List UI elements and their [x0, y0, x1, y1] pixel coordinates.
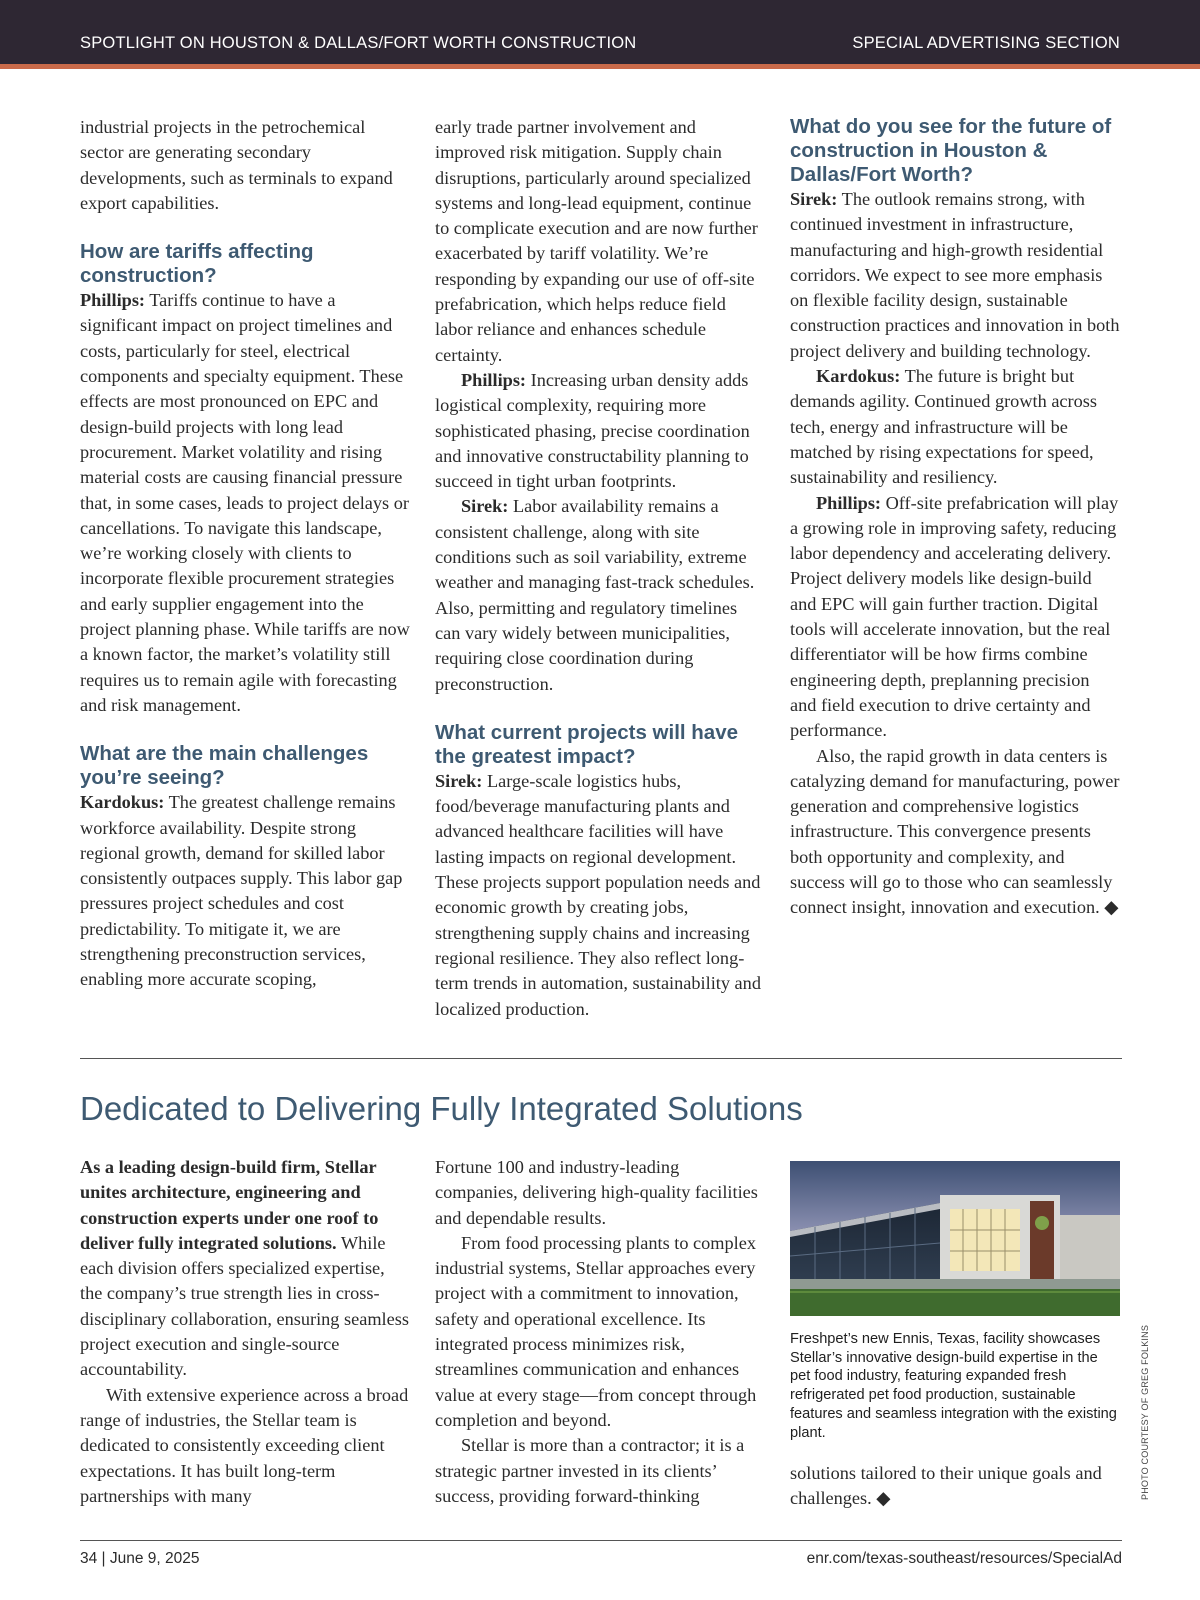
ad-column-3	[790, 1461, 1120, 1512]
paragraph: With extensive experience across a broad range of industries, the Stellar team is dedicated to consistently exceeding client expectations. It has built long-term partnerships with many	[80, 1384, 409, 1506]
interview-column-1	[80, 115, 410, 993]
ad-column-1	[80, 1155, 410, 1509]
speaker-name: Sirek:	[790, 189, 838, 209]
question-heading: What do you see for the future of construction in Houston & Dallas/Fort Worth?	[790, 115, 1112, 186]
answer-text: The future is bright but demands agility. Continued growth across tech, energy and infrastructure will be matched by rising expectations for speed, sustainability and resiliency.	[790, 366, 1098, 488]
speaker-name: Phillips:	[461, 369, 527, 390]
paragraph: Stellar is more than a contractor; it is a strategic partner invested in its clients’ success, providing forward-thinking	[435, 1435, 745, 1506]
section-title: SPOTLIGHT ON HOUSTON & DALLAS/FORT WORTH CONSTRUCTION	[80, 34, 637, 52]
answer-paragraph	[435, 368, 765, 494]
speaker-name: Phillips:	[816, 492, 882, 513]
footer-url: enr.com/texas-southeast/resources/SpecialAd	[806, 1550, 1122, 1567]
answer-text: Increasing urban density adds logistical complexity, requiring more sophisticated phasing, precise coordination and innovative constructability planning to succeed in tight urban footprints.	[435, 369, 750, 492]
answer-text: The greatest challenge remains workforce availability. Despite strong regional growth, demand for skilled labor consistently outpaces supply. This labor gap pressures project schedules and cost predictability. To mitigate it, we are strengthening preconstruction services, enabling more accurate scoping,	[80, 792, 403, 990]
section-divider	[80, 1058, 1122, 1059]
answer-text: Large-scale logistics hubs, food/beverage manufacturing plants and advanced healthcare facilities will have lasting impacts on regional development. These projects support population needs and economic growth by creating jobs, strengthening supply chains and increasing regional resilience. They also reflect long-term trends in automation, sustainability and localized production.	[435, 770, 761, 1019]
speaker-name: Phillips:	[80, 290, 146, 311]
lead-paragraph	[80, 1155, 410, 1383]
facility-photo	[790, 1161, 1120, 1316]
answer-paragraph	[790, 364, 1120, 490]
answer-paragraph	[790, 491, 1120, 744]
question-heading: How are tariffs affecting construction?	[80, 240, 314, 288]
photo-credit: PHOTO COURTESY OF GREG FOLKINS	[1140, 1324, 1150, 1500]
section-label: SPECIAL ADVERTISING SECTION	[852, 34, 1120, 52]
answer-paragraph	[435, 494, 765, 696]
answer-paragraph	[80, 288, 410, 718]
interview-column-3	[790, 115, 1120, 921]
lead-bold-text: As a leading design-build firm, Stellar unites architecture, engineering and construction experts under one roof to deliver fully integrated solutions.	[80, 1157, 379, 1253]
ad-column-2	[435, 1155, 765, 1509]
lead-text: While each division offers specialized expertise, the company’s true strength lies in cross-disciplinary collaboration, ensuring seamless project execution and single-source accountability.	[80, 1232, 409, 1380]
footer-rule	[80, 1540, 1122, 1541]
answer-text: Labor availability remains a consistent challenge, along with site conditions such as soil variability, extreme weather and managing fast-track schedules. Also, permitting and regulatory timelines can vary widely between municipalities, requiring close coordination during preconstruction.	[435, 496, 755, 694]
paragraph: early trade partner involvement and improved risk mitigation. Supply chain disruptions, particularly around specialized systems and long-lead equipment, continue to complicate execution and are now further exacerbated by tariff volatility. We’re responding by expanding our use of off-site prefabrication, which helps reduce field labor reliance and enhances schedule certainty.	[435, 117, 758, 365]
speaker-name: Kardokus:	[816, 366, 901, 387]
paragraph: Fortune 100 and industry-leading companies, delivering high-quality facilities and dependable results.	[435, 1157, 758, 1228]
interview-column-2	[435, 115, 765, 1022]
answer-text: Tariffs continue to have a significant impact on project timelines and costs, particularly for steel, electrical components and specialty equipment. These effects are most pronounced on EPC and design-build projects with long lead procurement. Market volatility and rising material costs are causing financial pressure that, in some cases, leads to project delays or cancellations. To navigate this landscape, we’re working closely with clients to incorporate flexible procurement strategies and early supplier engagement into the project planning phase. While tariffs are now a known factor, the market’s volatility still requires us to remain agile with forecasting and risk management.	[80, 290, 410, 715]
answer-paragraph	[790, 187, 1120, 364]
answer-paragraph	[435, 769, 765, 1022]
photo-caption: Freshpet’s new Ennis, Texas, facility showcases Stellar’s innovative design-build expertise in the pet food industry, featuring expanded fresh refrigerated pet food production, sustainable features and seamless integration with the existing plant.	[790, 1331, 1117, 1441]
paragraph: From food processing plants to complex industrial systems, Stellar approaches every project with a commitment to innovation, safety and operational excellence. Its integrated process minimizes risk, streamlines communication and enhances value at every stage—from concept through completion and beyond.	[435, 1232, 757, 1430]
paragraph: Also, the rapid growth in data centers is catalyzing demand for manufacturing, power generation and comprehensive logistics infrastructure. This convergence presents both opportunity and complexity, and success will go to those who can seamlessly connect insight, innovation and execution. ◆	[790, 745, 1120, 918]
header-bar	[0, 0, 1200, 64]
ad-headline: Dedicated to Delivering Fully Integrated Solutions	[80, 1090, 803, 1127]
answer-paragraph	[80, 790, 410, 992]
question-heading: What are the main challenges you’re seeing?	[80, 742, 369, 790]
question-heading: What current projects will have the greatest impact?	[435, 720, 739, 768]
header-accent-rule	[0, 64, 1200, 69]
page-number-date: 34 | June 9, 2025	[80, 1550, 200, 1567]
paragraph: industrial projects in the petrochemical sector are generating secondary developments, such as terminals to expand export capabilities.	[80, 117, 393, 213]
speaker-name: Sirek:	[461, 496, 509, 517]
speaker-name: Kardokus:	[80, 792, 165, 813]
answer-text: The outlook remains strong, with continued investment in infrastructure, manufacturing and high-growth residential corridors. We expect to see more emphasis on flexible facility design, sustainable construction practices and innovation in both project delivery and building technology.	[790, 189, 1120, 361]
paragraph: solutions tailored to their unique goals and challenges. ◆	[790, 1463, 1102, 1509]
speaker-name: Sirek:	[435, 770, 483, 791]
answer-text: Off-site prefabrication will play a growing role in improving safety, reducing labor dependency and accelerating delivery. Project delivery models like design-build and EPC will gain further traction. Digital tools will accelerate innovation, but the real differentiator will be how firms combine engineering depth, preplanning precision and field execution to drive certainty and performance.	[790, 492, 1119, 741]
